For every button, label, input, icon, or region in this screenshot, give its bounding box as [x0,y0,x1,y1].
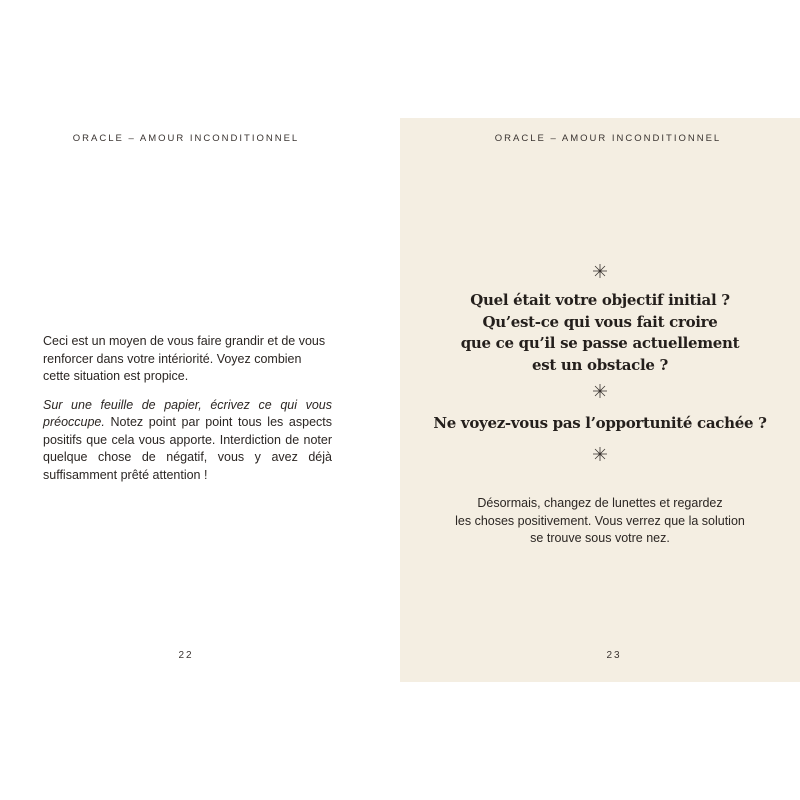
running-head-right: ORACLE – AMOUR INCONDITIONNEL [494,133,722,144]
paragraph-1: Ceci est un moyen de vous faire grandir et de vous renforcer dans votre intériorité. Voyez combien cette situation est propice. [43,334,326,383]
star-ornament-icon [400,383,800,399]
paragraph-2-emphasis: Sur une feuille de papier, écrivez ce qui vous préoccupe. [43,397,332,429]
paragraph-2 [43,397,332,485]
closing-line: les choses positivement. Vous verrez que la solution [455,513,745,528]
question-opportunity: Ne voyez-vous pas l’opportunité cachée ? [433,414,767,432]
closing-line: se trouve sous votre nez. [530,531,670,545]
page-number-right: 23 [606,650,622,661]
right-page [400,0,800,800]
question-objective [400,290,800,376]
question-line: Quel était votre objectif initial ? [470,291,730,309]
question-line: est un obstacle ? [531,355,669,374]
running-head-left: ORACLE – AMOUR INCONDITIONNEL [72,133,300,144]
star-ornament-icon [400,446,800,462]
star-ornament-icon [400,263,800,279]
question-line: Qu’est-ce qui vous fait croire [482,312,718,331]
page-number-left: 22 [178,650,194,661]
closing-text [400,495,800,548]
paragraph-2-rest: Notez point par point tous les aspects positifs que cela vous apporte. Interdiction de noter quelque chose de négatif, vous y avez déjà suffisamment prêté attention ! [43,415,332,482]
left-body-text [43,333,332,484]
closing-line: Désormais, changez de lunettes et regardez [477,496,723,510]
question-line: que ce qu’il se passe actuellement [460,334,740,352]
